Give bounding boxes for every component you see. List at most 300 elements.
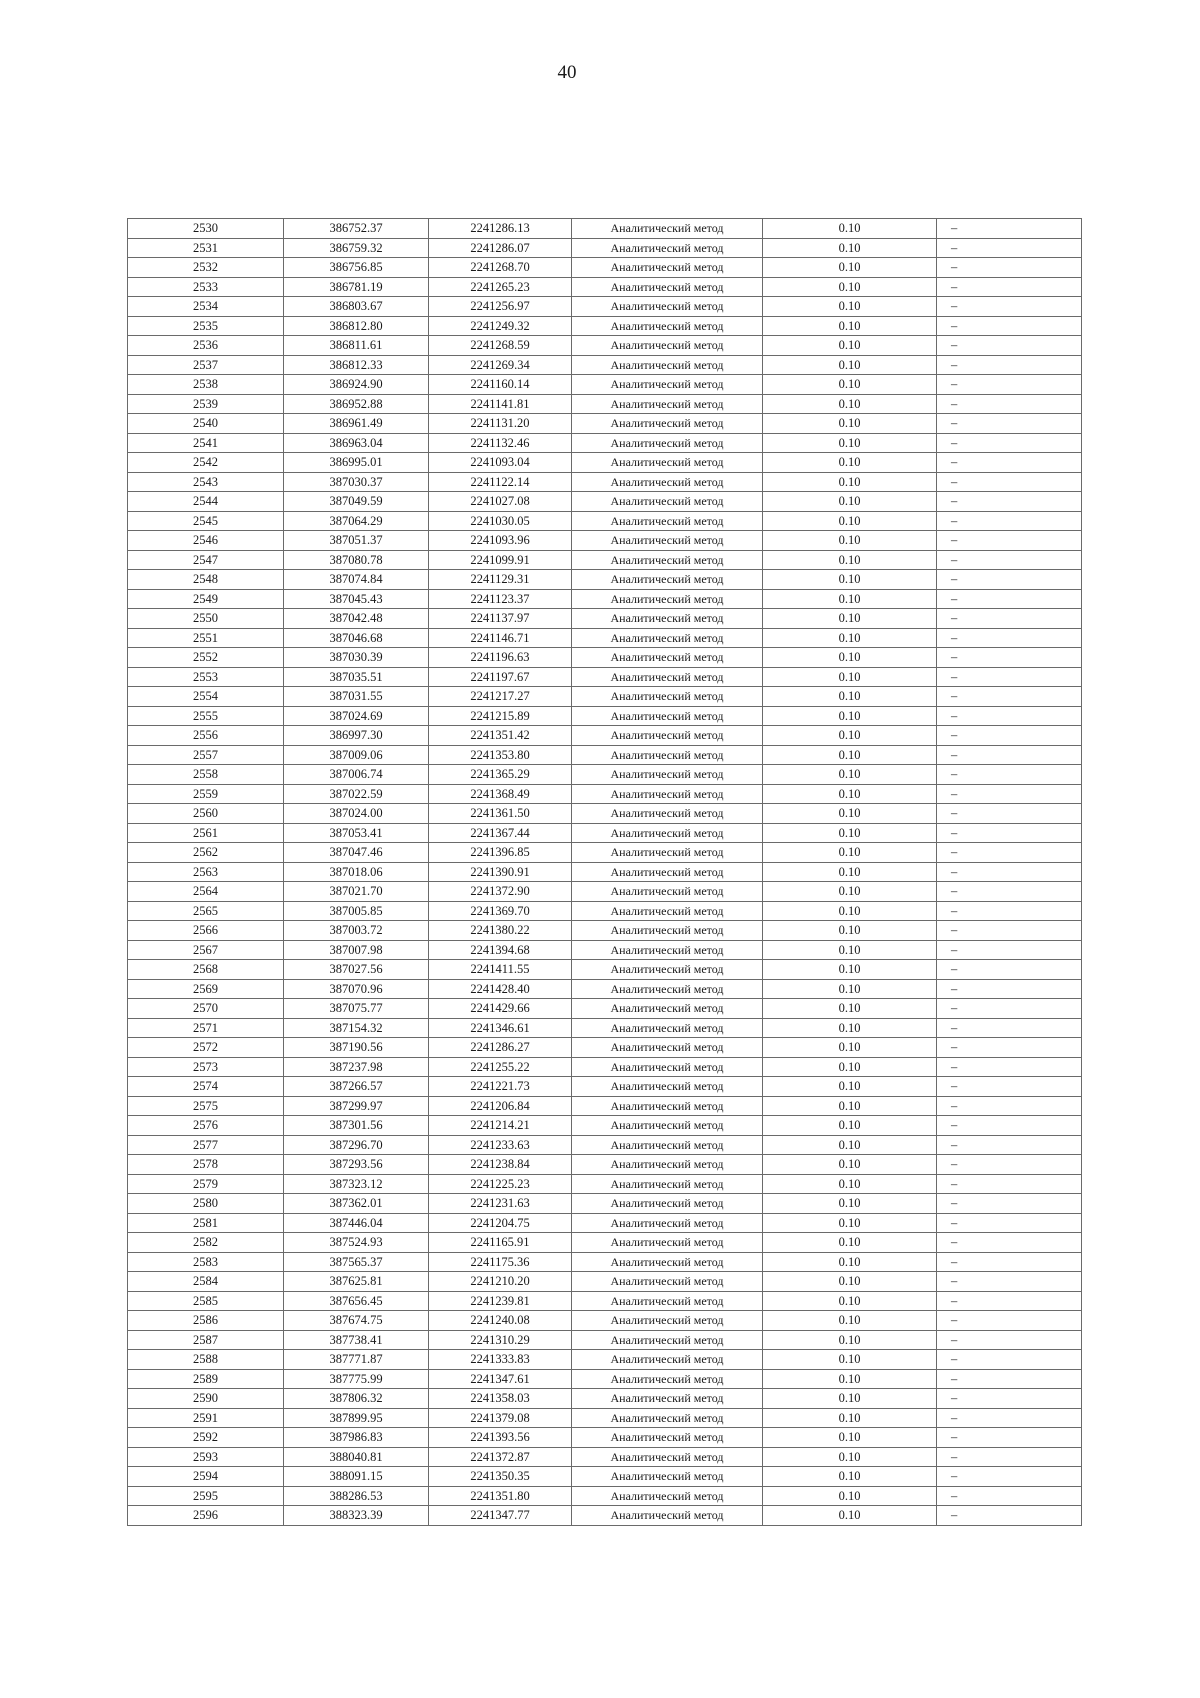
y-coordinate-cell: 2241265.23 [429, 277, 572, 297]
note-cell: – [937, 394, 1082, 414]
note-cell: – [937, 511, 1082, 531]
point-number-cell: 2585 [128, 1291, 284, 1311]
x-coordinate-cell: 387042.48 [284, 609, 429, 629]
method-cell: Аналитический метод [572, 336, 763, 356]
table-row [128, 355, 1082, 375]
method-cell: Аналитический метод [572, 238, 763, 258]
note-cell: – [937, 1057, 1082, 1077]
precision-cell: 0.10 [763, 1350, 937, 1370]
table-row [128, 1350, 1082, 1370]
y-coordinate-cell: 2241255.22 [429, 1057, 572, 1077]
precision-cell: 0.10 [763, 394, 937, 414]
note-cell: – [937, 1486, 1082, 1506]
precision-cell: 0.10 [763, 667, 937, 687]
precision-cell: 0.10 [763, 531, 937, 551]
precision-cell: 0.10 [763, 862, 937, 882]
note-cell: – [937, 1096, 1082, 1116]
y-coordinate-cell: 2241225.23 [429, 1174, 572, 1194]
table-row [128, 960, 1082, 980]
table-row [128, 706, 1082, 726]
point-number-cell: 2532 [128, 258, 284, 278]
precision-cell: 0.10 [763, 901, 937, 921]
x-coordinate-cell: 387362.01 [284, 1194, 429, 1214]
table-row [128, 1213, 1082, 1233]
y-coordinate-cell: 2241197.67 [429, 667, 572, 687]
y-coordinate-cell: 2241210.20 [429, 1272, 572, 1292]
note-cell: – [937, 726, 1082, 746]
method-cell: Аналитический метод [572, 1096, 763, 1116]
y-coordinate-cell: 2241137.97 [429, 609, 572, 629]
x-coordinate-cell: 387323.12 [284, 1174, 429, 1194]
method-cell: Аналитический метод [572, 1447, 763, 1467]
table-row [128, 1174, 1082, 1194]
point-number-cell: 2553 [128, 667, 284, 687]
y-coordinate-cell: 2241361.50 [429, 804, 572, 824]
table-row [128, 862, 1082, 882]
point-number-cell: 2550 [128, 609, 284, 629]
table-row [128, 316, 1082, 336]
table-row [128, 453, 1082, 473]
precision-cell: 0.10 [763, 999, 937, 1019]
precision-cell: 0.10 [763, 609, 937, 629]
note-cell: – [937, 706, 1082, 726]
point-number-cell: 2530 [128, 219, 284, 239]
note-cell: – [937, 999, 1082, 1019]
method-cell: Аналитический метод [572, 297, 763, 317]
point-number-cell: 2538 [128, 375, 284, 395]
table-row [128, 667, 1082, 687]
y-coordinate-cell: 2241380.22 [429, 921, 572, 941]
x-coordinate-cell: 387565.37 [284, 1252, 429, 1272]
method-cell: Аналитический метод [572, 1291, 763, 1311]
x-coordinate-cell: 387027.56 [284, 960, 429, 980]
point-number-cell: 2589 [128, 1369, 284, 1389]
y-coordinate-cell: 2241093.96 [429, 531, 572, 551]
x-coordinate-cell: 387524.93 [284, 1233, 429, 1253]
table-row [128, 1252, 1082, 1272]
x-coordinate-cell: 387738.41 [284, 1330, 429, 1350]
table-row [128, 1467, 1082, 1487]
method-cell: Аналитический метод [572, 394, 763, 414]
y-coordinate-cell: 2241131.20 [429, 414, 572, 434]
note-cell: – [937, 628, 1082, 648]
note-cell: – [937, 1077, 1082, 1097]
y-coordinate-cell: 2241310.29 [429, 1330, 572, 1350]
table-row [128, 1389, 1082, 1409]
note-cell: – [937, 1506, 1082, 1526]
table-row [128, 628, 1082, 648]
point-number-cell: 2540 [128, 414, 284, 434]
y-coordinate-cell: 2241238.84 [429, 1155, 572, 1175]
table-row [128, 589, 1082, 609]
precision-cell: 0.10 [763, 1467, 937, 1487]
note-cell: – [937, 258, 1082, 278]
y-coordinate-cell: 2241129.31 [429, 570, 572, 590]
precision-cell: 0.10 [763, 1272, 937, 1292]
point-number-cell: 2566 [128, 921, 284, 941]
table-row [128, 1233, 1082, 1253]
coordinates-table-body [128, 219, 1082, 1526]
table-row [128, 921, 1082, 941]
point-number-cell: 2558 [128, 765, 284, 785]
y-coordinate-cell: 2241286.27 [429, 1038, 572, 1058]
method-cell: Аналитический метод [572, 706, 763, 726]
note-cell: – [937, 921, 1082, 941]
table-row [128, 570, 1082, 590]
precision-cell: 0.10 [763, 1135, 937, 1155]
table-row [128, 1194, 1082, 1214]
x-coordinate-cell: 387051.37 [284, 531, 429, 551]
method-cell: Аналитический метод [572, 901, 763, 921]
x-coordinate-cell: 386752.37 [284, 219, 429, 239]
x-coordinate-cell: 387986.83 [284, 1428, 429, 1448]
x-coordinate-cell: 387154.32 [284, 1018, 429, 1038]
point-number-cell: 2560 [128, 804, 284, 824]
x-coordinate-cell: 387030.37 [284, 472, 429, 492]
method-cell: Аналитический метод [572, 609, 763, 629]
method-cell: Аналитический метод [572, 999, 763, 1019]
method-cell: Аналитический метод [572, 784, 763, 804]
note-cell: – [937, 316, 1082, 336]
note-cell: – [937, 1369, 1082, 1389]
y-coordinate-cell: 2241030.05 [429, 511, 572, 531]
note-cell: – [937, 1428, 1082, 1448]
note-cell: – [937, 1213, 1082, 1233]
point-number-cell: 2554 [128, 687, 284, 707]
x-coordinate-cell: 387301.56 [284, 1116, 429, 1136]
y-coordinate-cell: 2241249.32 [429, 316, 572, 336]
precision-cell: 0.10 [763, 1233, 937, 1253]
point-number-cell: 2537 [128, 355, 284, 375]
method-cell: Аналитический метод [572, 1408, 763, 1428]
x-coordinate-cell: 386995.01 [284, 453, 429, 473]
point-number-cell: 2556 [128, 726, 284, 746]
y-coordinate-cell: 2241132.46 [429, 433, 572, 453]
precision-cell: 0.10 [763, 1116, 937, 1136]
y-coordinate-cell: 2241367.44 [429, 823, 572, 843]
y-coordinate-cell: 2241027.08 [429, 492, 572, 512]
y-coordinate-cell: 2241141.81 [429, 394, 572, 414]
note-cell: – [937, 1272, 1082, 1292]
note-cell: – [937, 901, 1082, 921]
method-cell: Аналитический метод [572, 531, 763, 551]
point-number-cell: 2562 [128, 843, 284, 863]
table-row [128, 238, 1082, 258]
precision-cell: 0.10 [763, 1506, 937, 1526]
precision-cell: 0.10 [763, 1389, 937, 1409]
precision-cell: 0.10 [763, 687, 937, 707]
precision-cell: 0.10 [763, 979, 937, 999]
precision-cell: 0.10 [763, 745, 937, 765]
method-cell: Аналитический метод [572, 843, 763, 863]
point-number-cell: 2588 [128, 1350, 284, 1370]
x-coordinate-cell: 387005.85 [284, 901, 429, 921]
y-coordinate-cell: 2241268.70 [429, 258, 572, 278]
point-number-cell: 2596 [128, 1506, 284, 1526]
x-coordinate-cell: 386963.04 [284, 433, 429, 453]
note-cell: – [937, 1233, 1082, 1253]
point-number-cell: 2536 [128, 336, 284, 356]
point-number-cell: 2548 [128, 570, 284, 590]
table-row [128, 784, 1082, 804]
note-cell: – [937, 414, 1082, 434]
note-cell: – [937, 1174, 1082, 1194]
y-coordinate-cell: 2241214.21 [429, 1116, 572, 1136]
note-cell: – [937, 862, 1082, 882]
table-row [128, 336, 1082, 356]
page-number: 40 [557, 62, 577, 83]
precision-cell: 0.10 [763, 1057, 937, 1077]
note-cell: – [937, 1447, 1082, 1467]
point-number-cell: 2577 [128, 1135, 284, 1155]
method-cell: Аналитический метод [572, 589, 763, 609]
precision-cell: 0.10 [763, 297, 937, 317]
precision-cell: 0.10 [763, 238, 937, 258]
table-row [128, 1116, 1082, 1136]
method-cell: Аналитический метод [572, 823, 763, 843]
note-cell: – [937, 823, 1082, 843]
precision-cell: 0.10 [763, 823, 937, 843]
y-coordinate-cell: 2241396.85 [429, 843, 572, 863]
method-cell: Аналитический метод [572, 1135, 763, 1155]
precision-cell: 0.10 [763, 726, 937, 746]
note-cell: – [937, 1252, 1082, 1272]
x-coordinate-cell: 387035.51 [284, 667, 429, 687]
y-coordinate-cell: 2241369.70 [429, 901, 572, 921]
y-coordinate-cell: 2241394.68 [429, 940, 572, 960]
method-cell: Аналитический метод [572, 1272, 763, 1292]
method-cell: Аналитический метод [572, 492, 763, 512]
note-cell: – [937, 453, 1082, 473]
precision-cell: 0.10 [763, 1447, 937, 1467]
x-coordinate-cell: 387053.41 [284, 823, 429, 843]
x-coordinate-cell: 387074.84 [284, 570, 429, 590]
x-coordinate-cell: 386924.90 [284, 375, 429, 395]
note-cell: – [937, 784, 1082, 804]
note-cell: – [937, 531, 1082, 551]
x-coordinate-cell: 387266.57 [284, 1077, 429, 1097]
point-number-cell: 2544 [128, 492, 284, 512]
precision-cell: 0.10 [763, 1330, 937, 1350]
method-cell: Аналитический метод [572, 960, 763, 980]
point-number-cell: 2578 [128, 1155, 284, 1175]
table-row [128, 1408, 1082, 1428]
point-number-cell: 2565 [128, 901, 284, 921]
point-number-cell: 2557 [128, 745, 284, 765]
y-coordinate-cell: 2241333.83 [429, 1350, 572, 1370]
method-cell: Аналитический метод [572, 765, 763, 785]
x-coordinate-cell: 387031.55 [284, 687, 429, 707]
point-number-cell: 2541 [128, 433, 284, 453]
point-number-cell: 2545 [128, 511, 284, 531]
method-cell: Аналитический метод [572, 628, 763, 648]
y-coordinate-cell: 2241372.90 [429, 882, 572, 902]
y-coordinate-cell: 2241256.97 [429, 297, 572, 317]
precision-cell: 0.10 [763, 433, 937, 453]
point-number-cell: 2583 [128, 1252, 284, 1272]
note-cell: – [937, 1408, 1082, 1428]
table-row [128, 258, 1082, 278]
method-cell: Аналитический метод [572, 1077, 763, 1097]
method-cell: Аналитический метод [572, 511, 763, 531]
note-cell: – [937, 550, 1082, 570]
precision-cell: 0.10 [763, 1018, 937, 1038]
method-cell: Аналитический метод [572, 1389, 763, 1409]
x-coordinate-cell: 386961.49 [284, 414, 429, 434]
method-cell: Аналитический метод [572, 258, 763, 278]
table-row [128, 726, 1082, 746]
y-coordinate-cell: 2241160.14 [429, 375, 572, 395]
table-row [128, 1135, 1082, 1155]
table-row [128, 999, 1082, 1019]
point-number-cell: 2573 [128, 1057, 284, 1077]
method-cell: Аналитический метод [572, 1506, 763, 1526]
y-coordinate-cell: 2241217.27 [429, 687, 572, 707]
precision-cell: 0.10 [763, 258, 937, 278]
note-cell: – [937, 1389, 1082, 1409]
precision-cell: 0.10 [763, 453, 937, 473]
x-coordinate-cell: 387656.45 [284, 1291, 429, 1311]
x-coordinate-cell: 387022.59 [284, 784, 429, 804]
y-coordinate-cell: 2241239.81 [429, 1291, 572, 1311]
y-coordinate-cell: 2241146.71 [429, 628, 572, 648]
precision-cell: 0.10 [763, 1486, 937, 1506]
precision-cell: 0.10 [763, 804, 937, 824]
method-cell: Аналитический метод [572, 1467, 763, 1487]
method-cell: Аналитический метод [572, 277, 763, 297]
note-cell: – [937, 1135, 1082, 1155]
precision-cell: 0.10 [763, 316, 937, 336]
x-coordinate-cell: 388091.15 [284, 1467, 429, 1487]
point-number-cell: 2568 [128, 960, 284, 980]
table-row [128, 1291, 1082, 1311]
table-row [128, 940, 1082, 960]
table-row [128, 1428, 1082, 1448]
precision-cell: 0.10 [763, 1174, 937, 1194]
method-cell: Аналитический метод [572, 648, 763, 668]
note-cell: – [937, 570, 1082, 590]
table-row [128, 648, 1082, 668]
precision-cell: 0.10 [763, 1077, 937, 1097]
note-cell: – [937, 433, 1082, 453]
y-coordinate-cell: 2241196.63 [429, 648, 572, 668]
x-coordinate-cell: 387007.98 [284, 940, 429, 960]
x-coordinate-cell: 387237.98 [284, 1057, 429, 1077]
point-number-cell: 2569 [128, 979, 284, 999]
note-cell: – [937, 940, 1082, 960]
point-number-cell: 2570 [128, 999, 284, 1019]
method-cell: Аналитический метод [572, 1213, 763, 1233]
table-row [128, 297, 1082, 317]
x-coordinate-cell: 387049.59 [284, 492, 429, 512]
point-number-cell: 2534 [128, 297, 284, 317]
x-coordinate-cell: 387293.56 [284, 1155, 429, 1175]
x-coordinate-cell: 387024.00 [284, 804, 429, 824]
x-coordinate-cell: 387018.06 [284, 862, 429, 882]
note-cell: – [937, 1467, 1082, 1487]
table-row [128, 394, 1082, 414]
table-row [128, 1330, 1082, 1350]
method-cell: Аналитический метод [572, 1311, 763, 1331]
table-row [128, 492, 1082, 512]
precision-cell: 0.10 [763, 277, 937, 297]
precision-cell: 0.10 [763, 648, 937, 668]
precision-cell: 0.10 [763, 550, 937, 570]
point-number-cell: 2581 [128, 1213, 284, 1233]
y-coordinate-cell: 2241411.55 [429, 960, 572, 980]
note-cell: – [937, 1291, 1082, 1311]
precision-cell: 0.10 [763, 784, 937, 804]
point-number-cell: 2576 [128, 1116, 284, 1136]
method-cell: Аналитический метод [572, 1330, 763, 1350]
note-cell: – [937, 1194, 1082, 1214]
point-number-cell: 2586 [128, 1311, 284, 1331]
method-cell: Аналитический метод [572, 882, 763, 902]
method-cell: Аналитический метод [572, 1486, 763, 1506]
precision-cell: 0.10 [763, 1155, 937, 1175]
note-cell: – [937, 843, 1082, 863]
x-coordinate-cell: 387771.87 [284, 1350, 429, 1370]
note-cell: – [937, 589, 1082, 609]
x-coordinate-cell: 386812.33 [284, 355, 429, 375]
precision-cell: 0.10 [763, 882, 937, 902]
note-cell: – [937, 1155, 1082, 1175]
note-cell: – [937, 238, 1082, 258]
y-coordinate-cell: 2241099.91 [429, 550, 572, 570]
method-cell: Аналитический метод [572, 355, 763, 375]
precision-cell: 0.10 [763, 628, 937, 648]
x-coordinate-cell: 387006.74 [284, 765, 429, 785]
precision-cell: 0.10 [763, 940, 937, 960]
point-number-cell: 2579 [128, 1174, 284, 1194]
method-cell: Аналитический метод [572, 1233, 763, 1253]
table-row [128, 531, 1082, 551]
note-cell: – [937, 609, 1082, 629]
y-coordinate-cell: 2241365.29 [429, 765, 572, 785]
point-number-cell: 2543 [128, 472, 284, 492]
note-cell: – [937, 219, 1082, 239]
table-row [128, 843, 1082, 863]
point-number-cell: 2564 [128, 882, 284, 902]
x-coordinate-cell: 388323.39 [284, 1506, 429, 1526]
precision-cell: 0.10 [763, 1291, 937, 1311]
precision-cell: 0.10 [763, 1428, 937, 1448]
x-coordinate-cell: 387047.46 [284, 843, 429, 863]
precision-cell: 0.10 [763, 1194, 937, 1214]
point-number-cell: 2567 [128, 940, 284, 960]
method-cell: Аналитический метод [572, 433, 763, 453]
x-coordinate-cell: 387190.56 [284, 1038, 429, 1058]
x-coordinate-cell: 387806.32 [284, 1389, 429, 1409]
point-number-cell: 2549 [128, 589, 284, 609]
note-cell: – [937, 1116, 1082, 1136]
point-number-cell: 2592 [128, 1428, 284, 1448]
x-coordinate-cell: 387046.68 [284, 628, 429, 648]
x-coordinate-cell: 387021.70 [284, 882, 429, 902]
method-cell: Аналитический метод [572, 472, 763, 492]
table-row [128, 1369, 1082, 1389]
table-row [128, 414, 1082, 434]
method-cell: Аналитический метод [572, 375, 763, 395]
precision-cell: 0.10 [763, 355, 937, 375]
precision-cell: 0.10 [763, 843, 937, 863]
x-coordinate-cell: 387296.70 [284, 1135, 429, 1155]
precision-cell: 0.10 [763, 1311, 937, 1331]
y-coordinate-cell: 2241347.61 [429, 1369, 572, 1389]
precision-cell: 0.10 [763, 1213, 937, 1233]
table-row [128, 1018, 1082, 1038]
y-coordinate-cell: 2241347.77 [429, 1506, 572, 1526]
